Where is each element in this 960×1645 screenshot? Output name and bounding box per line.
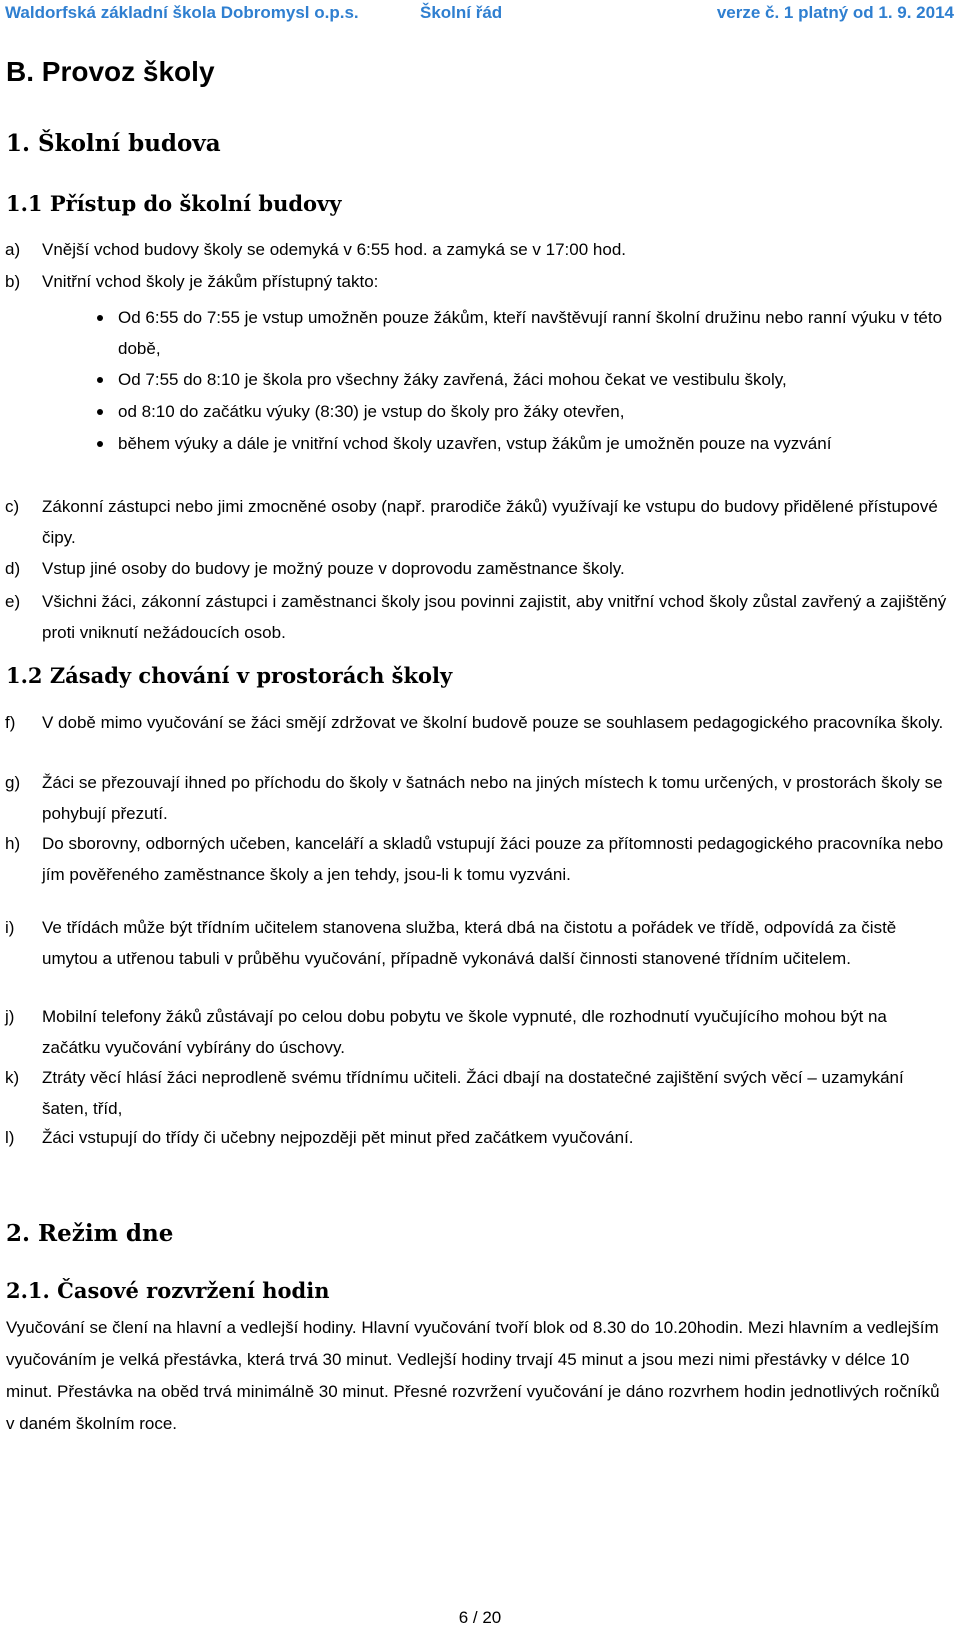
school-name: Waldorfská základní škola Dobromysl o.p.s.: [5, 3, 359, 22]
chapter-1-title: 1. Školní budova: [6, 130, 221, 157]
list-text: Ve třídách může být třídním učitelem stanovena služba, která dbá na čistotu a pořádek ve třídě, odpovídá za čistě umytou a utřenou tabuli v průběhu vyučování, případně vykonává další činnosti stanovené třídním učitelem.: [42, 918, 897, 968]
list-text: Ztráty věcí hlásí žáci neprodleně svému třídnímu učiteli. Žáci dbají na dostatečné zajištění svých věcí – uzamykání šaten, tříd,: [42, 1068, 904, 1118]
page-number: 6 / 20: [458, 1608, 502, 1627]
schedule-paragraph: Vyučování se člení na hlavní a vedlejší hodiny. Hlavní vyučování tvoří blok od 8.30 do 10.20hodin. Mezi hlavním a vedlejším vyučováním je velká přestávka, která trvá 30 minut. Vedlejší hodiny trvají 45 minut a jsou mezi nimi přestávky v délce 10 minut. Přestávka na oběd trvá minimálně 30 minut. Přesné rozvržení vyučování je dáno rozvrhem hodin jednotlivých ročníků v daném školním roce.: [6, 1318, 940, 1433]
list-text: Vnitřní vchod školy je žákům přístupný takto:: [42, 272, 379, 291]
list-label: b): [5, 272, 21, 291]
chapter-2-title: 2. Režim dne: [6, 1220, 174, 1247]
page-header: [5, 0, 960, 26]
bullet-icon: [97, 409, 103, 415]
section-1-2-title: 1.2 Zásady chování v prostorách školy: [6, 663, 453, 688]
list-item-b: [5, 266, 950, 297]
list-item-c: [5, 491, 950, 553]
list-label: d): [5, 559, 21, 578]
list-item-j: [5, 1001, 950, 1063]
list-item-h: [5, 828, 950, 890]
list-item-d: [5, 553, 950, 584]
list-label: j): [5, 1007, 15, 1026]
list-label: l): [5, 1128, 15, 1147]
bullet-icon: [97, 441, 103, 447]
list-text: Zákonní zástupci nebo jimi zmocněné osoby (např. prarodiče žáků) využívají ke vstupu do budovy přidělené přístupové čipy.: [42, 497, 938, 547]
list-item-g: [5, 767, 950, 829]
list-label: a): [5, 240, 21, 259]
bullet-item: Od 6:55 do 7:55 je vstup umožněn pouze žákům, kteří navštěvují ranní školní družinu nebo ranní výuku v této době,: [106, 302, 946, 364]
list-text: V době mimo vyučování se žáci smějí zdržovat ve školní budově pouze se souhlasem pedagogického pracovníka školy.: [42, 713, 944, 732]
list-text: Vnější vchod budovy školy se odemyká v 6:55 hod. a zamyká se v 17:00 hod.: [42, 240, 627, 259]
list-label: g): [5, 773, 21, 792]
list-label: f): [5, 713, 16, 732]
list-label: e): [5, 592, 21, 611]
list-item-l: [5, 1122, 950, 1153]
bullet-icon: [97, 377, 103, 383]
list-text: Žáci vstupují do třídy či učebny nejpozději pět minut před začátkem vyučování.: [42, 1128, 634, 1147]
section-b-title: B. Provoz školy: [6, 56, 215, 87]
list-text: Vstup jiné osoby do budovy je možný pouze v doprovodu zaměstnance školy.: [42, 559, 625, 578]
list-item-a: [5, 234, 950, 265]
section-1-1-title: 1.1 Přístup do školní budovy: [6, 191, 342, 216]
list-label: h): [5, 834, 21, 853]
list-text: Mobilní telefony žáků zůstávají po celou dobu pobytu ve škole vypnuté, dle rozhodnutí vyučujícího mohou být na začátku vyučování vybírány do úschovy.: [42, 1007, 887, 1057]
section-2-1-title: 2.1. Časové rozvržení hodin: [6, 1278, 330, 1303]
list-item-f: [5, 707, 950, 738]
version-info: verze č. 1 platný od 1. 9. 2014: [716, 3, 954, 22]
list-label: k): [5, 1068, 20, 1087]
bullet-icon: [97, 315, 103, 321]
document-title: Školní řád: [420, 3, 503, 22]
bullet-item: od 8:10 do začátku výuky (8:30) je vstup do školy pro žáky otevřen,: [106, 396, 946, 427]
bullet-item: během výuky a dále je vnitřní vchod školy uzavřen, vstup žákům je umožněn pouze na vyzvání: [106, 428, 946, 459]
list-text: Všichni žáci, zákonní zástupci i zaměstnanci školy jsou povinni zajistit, aby vnitřní vchod školy zůstal zavřený a zajištěný proti vniknutí nežádoucích osob.: [42, 592, 947, 642]
list-text: Do sborovny, odborných učeben, kanceláří a skladů vstupují žáci pouze za přítomnosti pedagogického pracovníka nebo jím pověřeného zaměstnance školy a jen tehdy, jsou-li k tomu vyzváni.: [42, 834, 944, 884]
list-item-k: [5, 1062, 950, 1124]
list-item-e: [5, 586, 950, 648]
list-label: c): [5, 497, 20, 516]
bullet-item: Od 7:55 do 8:10 je škola pro všechny žáky zavřená, žáci mohou čekat ve vestibulu školy,: [106, 364, 946, 395]
list-item-i: [5, 912, 950, 974]
list-label: i): [5, 918, 15, 937]
list-text: Žáci se přezouvají ihned po příchodu do školy v šatnách nebo na jiných místech k tomu určených, v prostorách školy se pohybují přezutí.: [42, 773, 943, 823]
